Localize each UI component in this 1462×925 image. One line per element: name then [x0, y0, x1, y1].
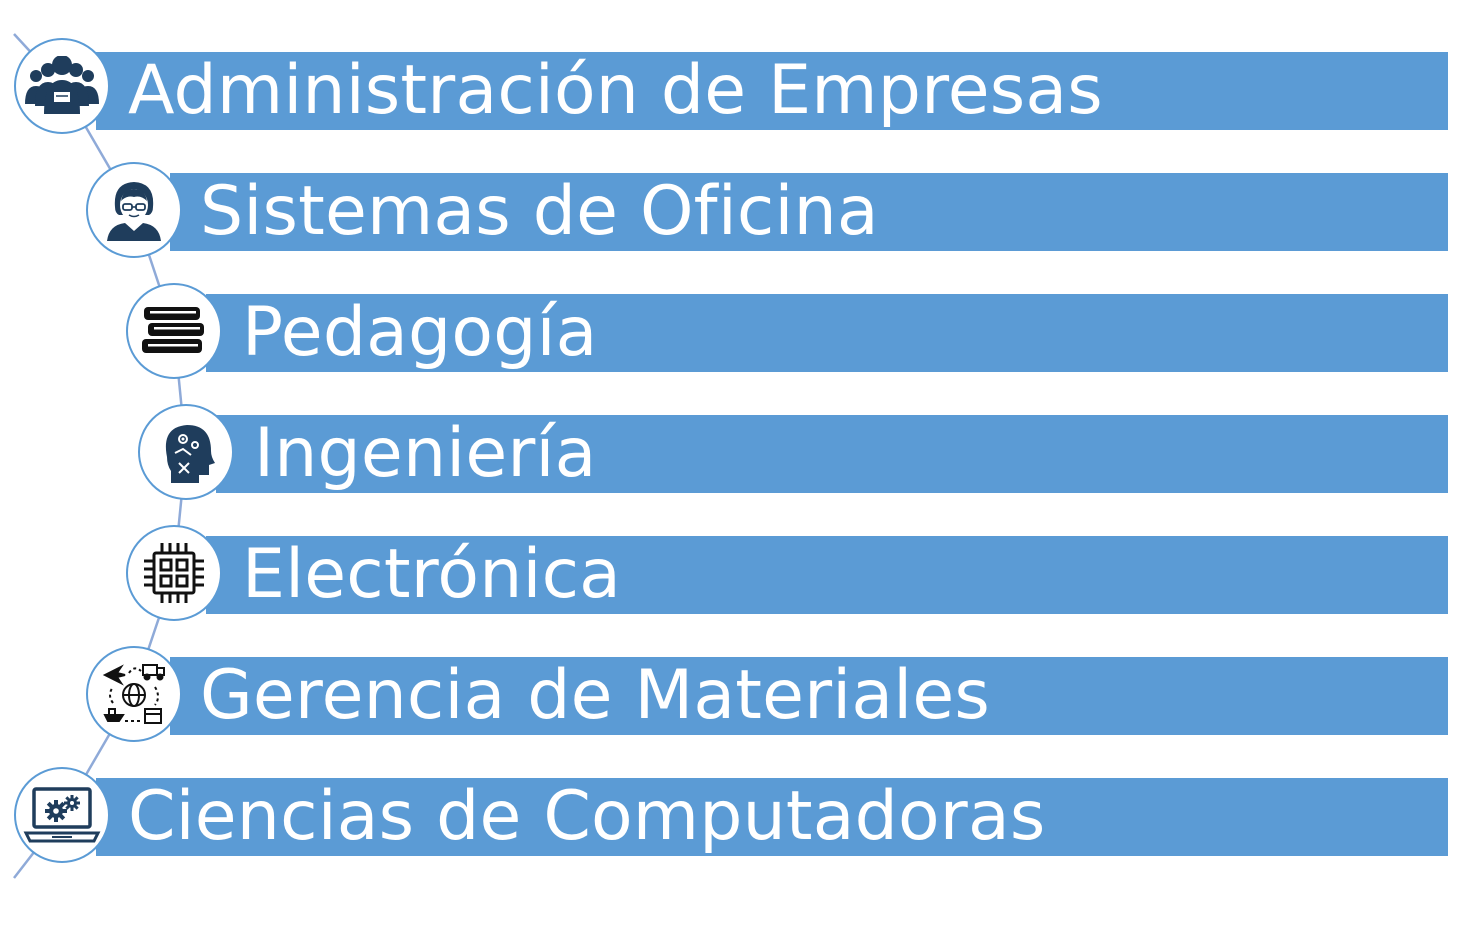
program-bar-sistemas [170, 173, 1448, 251]
program-bar-gerencia [170, 657, 1448, 735]
engineering-head-icon [138, 404, 234, 500]
program-bar-ciencias [96, 778, 1448, 856]
program-bar-ingenieria [216, 415, 1448, 493]
program-label: Administración de Empresas [128, 51, 1103, 130]
program-label: Ingeniería [254, 414, 597, 493]
logistics-icon [86, 646, 182, 742]
computer-gears-icon [14, 767, 110, 863]
business-team-icon [14, 38, 110, 134]
program-bar-electronica [206, 536, 1448, 614]
program-bar-administracion [96, 52, 1448, 130]
office-assistant-icon [86, 162, 182, 258]
program-label: Electrónica [242, 535, 622, 614]
books-icon [126, 283, 222, 379]
program-label: Pedagogía [242, 293, 598, 372]
program-label: Ciencias de Computadoras [128, 777, 1046, 856]
program-label: Gerencia de Materiales [200, 656, 991, 735]
program-bar-pedagogia [206, 294, 1448, 372]
microchip-icon [126, 525, 222, 621]
program-label: Sistemas de Oficina [200, 172, 879, 251]
